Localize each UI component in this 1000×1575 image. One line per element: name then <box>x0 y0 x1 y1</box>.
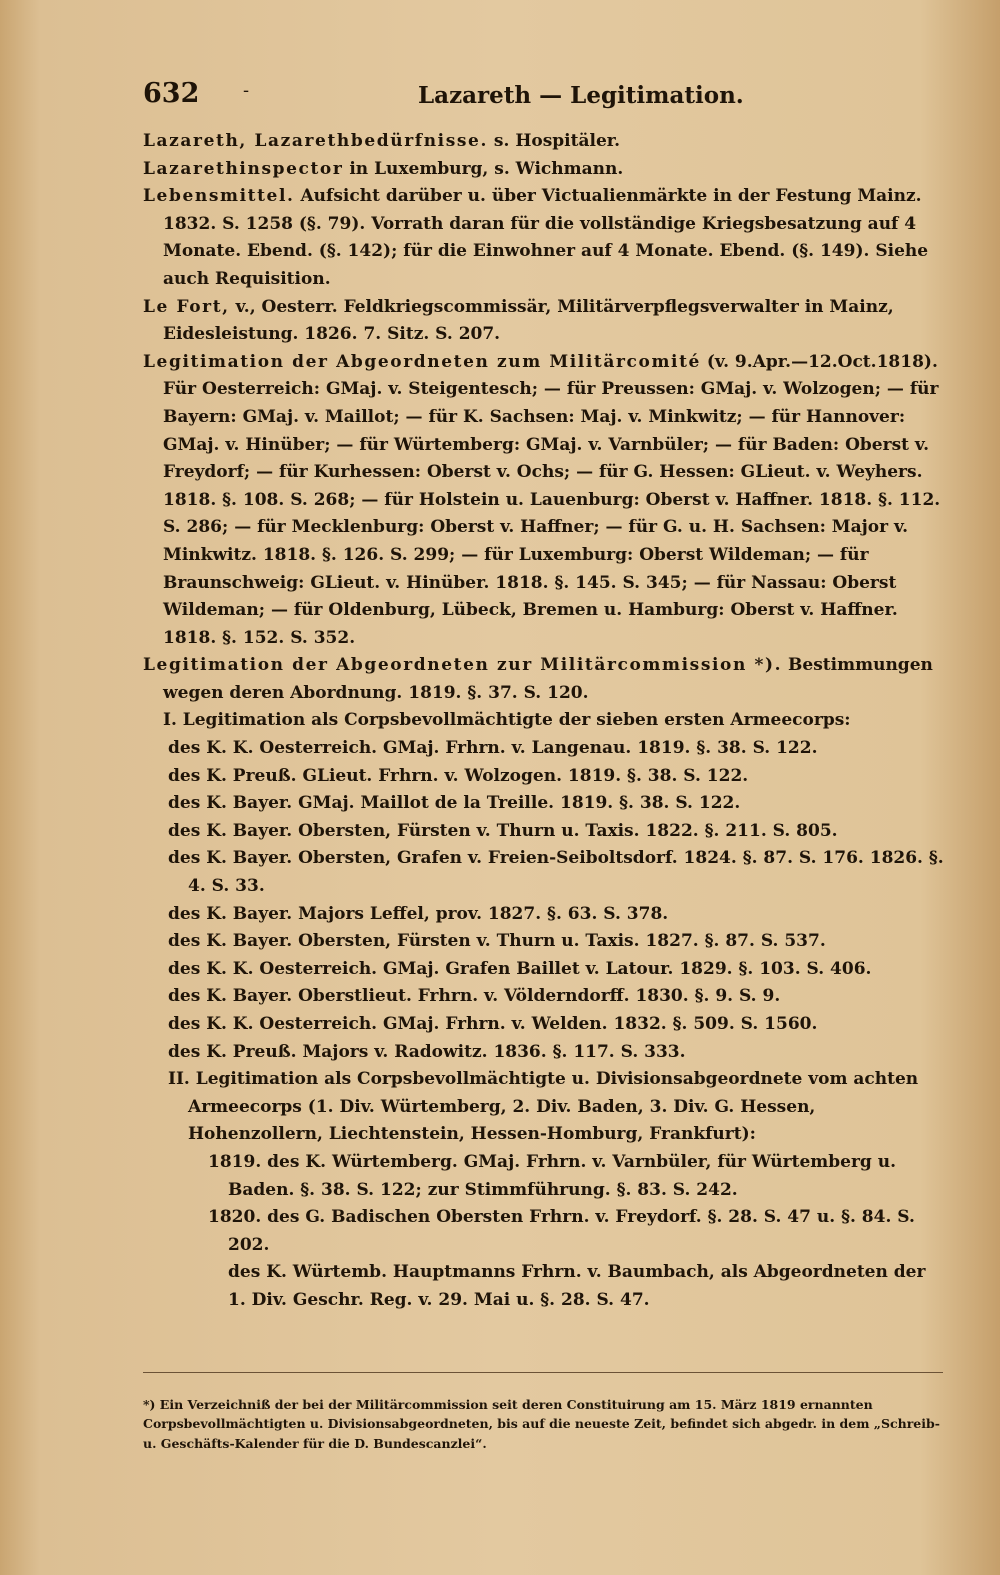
entry-heading: Le Fort, <box>143 296 230 317</box>
list-item: des K. Bayer. Obersten, Grafen v. Freien-Seiboltsdorf. 1824. §. 87. S. 176. 1826. §. 4. S. 33. <box>168 848 944 897</box>
list-item: des K. Preuß. GLieut. Frhrn. v. Wolzogen. 1819. §. 38. S. 122. <box>168 765 749 786</box>
list-item: des K. Bayer. Obersten, Fürsten v. Thurn u. Taxis. 1822. §. 211. S. 805. <box>168 820 838 841</box>
list-item: des K. Bayer. Majors Leffel, prov. 1827. §. 63. S. 378. <box>168 903 669 924</box>
entry-text: v., Oesterr. Feldkriegscommissär, Militärverpflegsverwalter in Mainz, Eidesleistung. 1826. 7. Sitz. S. 207. <box>163 296 894 345</box>
footnote: *) Ein Verzeichniß der bei der Militärcommission seit deren Constituirung am 15. März 1819 ernannten Corpsbevollmächtigten u. Divisionsabgeordneten, bis auf die neueste Zeit, befindet sich abgedr. in dem „Schreib- u. Geschäfts-Kalender für die D. Bundescanzlei“. <box>143 1396 940 1451</box>
list-item: des K. Preuß. Majors v. Radowitz. 1836. §. 117. S. 333. <box>168 1041 686 1062</box>
list-item: des K. K. Oesterreich. GMaj. Grafen Baillet v. Latour. 1829. §. 103. S. 406. <box>168 958 872 979</box>
entry-heading: Legitimation der Abgeordneten zum Militärcomité <box>143 351 701 372</box>
list-item: des K. K. Oesterreich. GMaj. Frhrn. v. Welden. 1832. §. 509. S. 1560. <box>168 1014 818 1034</box>
list-item: des K. Bayer. Obersten, Fürsten v. Thurn u. Taxis. 1827. §. 87. S. 537. <box>168 931 826 952</box>
section-heading: I. Legitimation als Corpsbevollmächtigte der sieben ersten Armeecorps: <box>163 710 851 731</box>
page-number: 632 <box>143 78 200 109</box>
list-item: des K. Würtemb. Hauptmanns Frhrn. v. Baumbach, als Abgeordneten der 1. Div. Geschr. Reg. v. 29. Mai u. §. 28. S. 47. <box>228 1262 926 1310</box>
list-item: des K. K. Oesterreich. GMaj. Frhrn. v. Langenau. 1819. §. 38. S. 122. <box>168 738 818 759</box>
footnote-divider <box>143 1372 943 1373</box>
index-body <box>143 128 948 1315</box>
index-entry <box>143 652 948 707</box>
list-item: des K. Bayer. Oberstlieut. Frhrn. v. Völderndorff. 1830. §. 9. S. 9. <box>168 986 781 1007</box>
entry-text: Bestimmungen wegen deren Abordnung. 1819. §. 37. S. 120. <box>163 655 933 703</box>
index-entry <box>143 349 948 653</box>
list-item: 1820. des G. Badischen Obersten Frhrn. v. Freydorf. §. 28. S. 47 u. §. 84. S. 202. <box>208 1207 915 1255</box>
entry-heading: Lazarethinspector <box>143 158 344 179</box>
index-entry <box>143 156 948 184</box>
entry-heading: Legitimation der Abgeordneten zur Militärcommission *). <box>143 655 783 676</box>
header-dash: - <box>243 80 250 101</box>
index-entry <box>143 128 948 156</box>
page-header <box>143 78 943 118</box>
section-heading: II. Legitimation als Corpsbevollmächtigte u. Divisionsabgeordnete vom achten Armeecorps (1. Div. Würtemberg, 2. Div. Baden, 3. Div. G. Hessen, Hohenzollern, Liechtenstein, Hessen-Homburg, Frankfurt): <box>168 1069 919 1145</box>
index-entry <box>143 294 948 349</box>
list-item: des K. Bayer. GMaj. Maillot de la Treille. 1819. §. 38. S. 122. <box>168 793 741 814</box>
list-item: 1819. des K. Würtemberg. GMaj. Frhrn. v. Varnbüler, für Würtemberg u. Baden. §. 38. S. 122; zur Stimmführung. §. 83. S. 242. <box>208 1151 897 1200</box>
running-title: Lazareth — Legitimation. <box>418 82 744 109</box>
entry-text: in Luxemburg, s. Wichmann. <box>343 158 624 179</box>
entry-heading: Lazareth, Lazarethbedürfnisse. <box>143 131 488 151</box>
entry-heading: Lebensmittel. <box>143 186 295 207</box>
index-entry <box>143 183 948 293</box>
entry-text: Aufsicht darüber u. über Victualienmärkte in der Festung Mainz. 1832. S. 1258 (§. 79). Vorrath daran für die vollständige Kriegsbesatzung auf 4 Monate. Ebend. (§. 142); für die Einwohner auf 4 Monate. Ebend. (§. 149). Siehe auch Requisition. <box>163 186 929 289</box>
entry-text: (v. 9.Apr.—12.Oct.1818). Für Oesterreich: GMaj. v. Steigentesch; — für Preussen: GMaj. v. Wolzogen; — für Bayern: GMaj. v. Maillot; — für K. Sachsen: Maj. v. Minkwitz; — für Hannover: GMaj. v. Hinüber; — für Würtemberg: GMaj. v. Varnbüler; — für Baden: Oberst v. Freydorf; — für Kurhessen: Oberst v. Ochs; — für G. Hessen: GLieut. v. Weyhers. 1818. §. 108. S. 268; — für Holstein u. Lauenburg: Oberst v. Haffner. 1818. §. 112. S. 286; — für Mecklenburg: Oberst v. Haffner; — für G. u. H. Sachsen: Major v. Minkwitz. 1818. §. 126. S. 299; — für Luxemburg: Oberst Wildeman; — für Braunschweig: GLieut. v. Hinüber. 1818. §. 145. S. 345; — für Nassau: Oberst Wildeman; — für Oldenburg, Lübeck, Bremen u. Hamburg: Oberst v. Haffner. 1818. §. 152. S. 352. <box>163 351 941 648</box>
entry-text: s. Hospitäler. <box>488 131 621 151</box>
